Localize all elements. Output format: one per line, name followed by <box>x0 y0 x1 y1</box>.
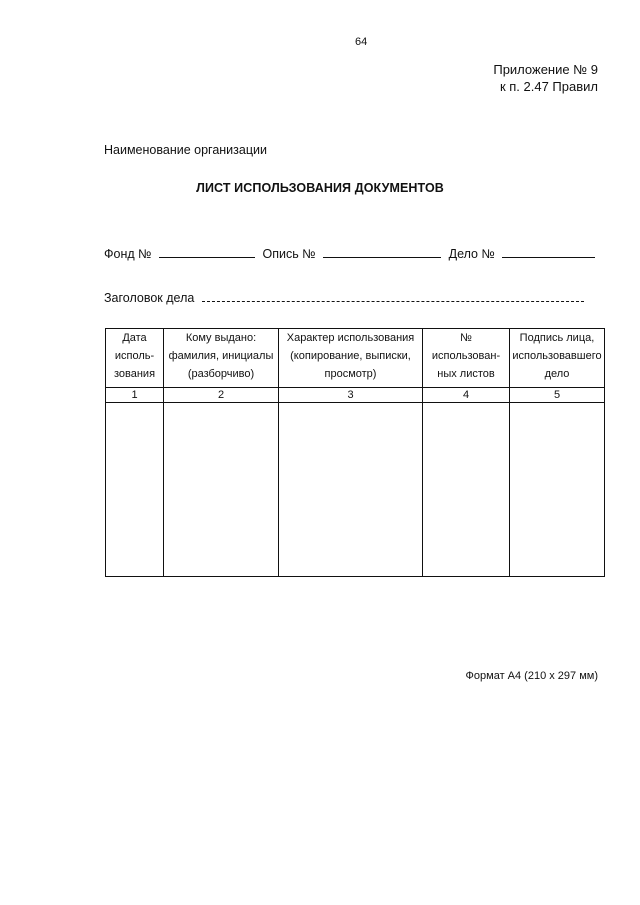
column-number: 3 <box>279 388 423 403</box>
blank-cell <box>510 403 605 577</box>
blank-cell <box>279 403 423 577</box>
appendix-line-2: к п. 2.47 Правил <box>499 79 598 94</box>
document-title: ЛИСТ ИСПОЛЬЗОВАНИЯ ДОКУМЕНТОВ <box>196 181 444 195</box>
zagolovok-blank-line <box>202 289 584 302</box>
column-number: 1 <box>106 388 164 403</box>
column-number: 2 <box>164 388 279 403</box>
header-signature: Подпись лица, использовавшего дело <box>510 329 605 388</box>
opis-label: Опись № <box>262 247 316 261</box>
header-date: Дата исполь- зования <box>106 329 164 388</box>
header-issued-to: Кому выдано: фамилия, инициалы (разборчиво) <box>164 329 279 388</box>
file-heading-row <box>104 289 584 305</box>
archive-fields-row <box>104 245 599 261</box>
column-number: 4 <box>423 388 510 403</box>
organization-label: Наименование организации <box>104 143 267 157</box>
opis-blank-line <box>323 245 441 258</box>
table-blank-row <box>106 403 605 577</box>
appendix-reference <box>493 61 598 95</box>
delo-label: Дело № <box>448 247 495 261</box>
format-note: Формат А4 (210 х 297 мм) <box>465 670 598 682</box>
zagolovok-label: Заголовок дела <box>104 291 195 305</box>
fond-label: Фонд № <box>104 247 152 261</box>
blank-cell <box>106 403 164 577</box>
column-numbers-row <box>106 388 605 403</box>
usage-table <box>105 328 605 577</box>
column-number: 5 <box>510 388 605 403</box>
blank-cell <box>164 403 279 577</box>
header-usage-type: Характер использования (копирование, выписки, просмотр) <box>279 329 423 388</box>
blank-cell <box>423 403 510 577</box>
delo-blank-line <box>502 245 595 258</box>
page-number: 64 <box>355 36 368 48</box>
fond-blank-line <box>159 245 255 258</box>
appendix-line-1: Приложение № 9 <box>493 62 598 77</box>
table-header-row <box>106 329 605 388</box>
header-sheet-numbers: № использован- ных листов <box>423 329 510 388</box>
